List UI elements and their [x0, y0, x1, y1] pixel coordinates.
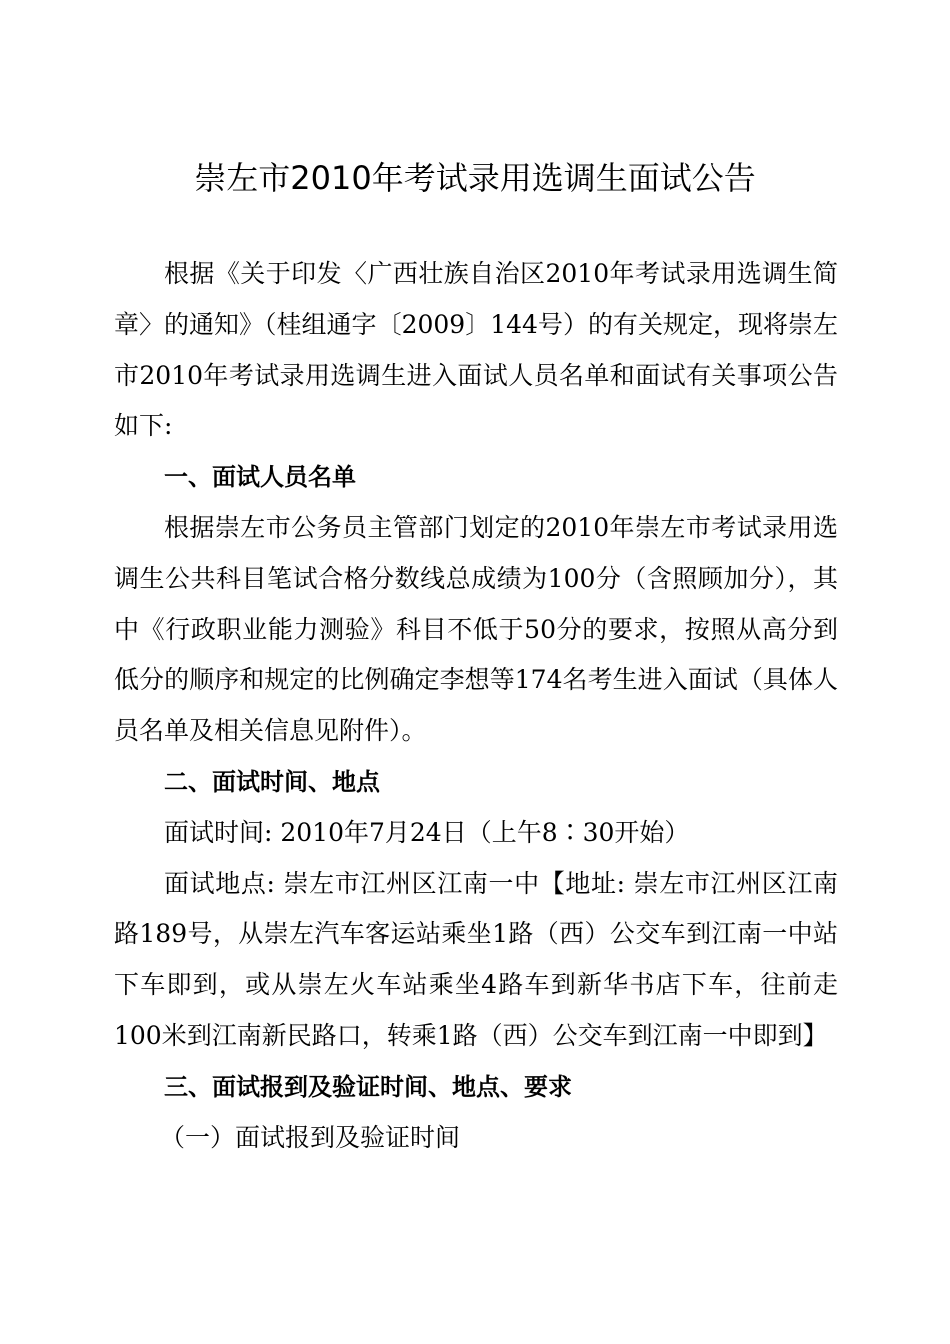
- subsection-registration-time: （一）面试报到及验证时间: [160, 1122, 461, 1152]
- interview-time: 面试时间: 2010年7月24日（上午8∶30开始）: [164, 817, 690, 847]
- section-heading-registration: 三、面试报到及验证时间、地点、要求: [164, 1072, 572, 1101]
- intro-paragraph: 根据《关于印发〈广西壮族自治区2010年考试录用选调生简章〉的通知》（桂组通字〔2009〕144号）的有关规定，现将崇左市2010年考试录用选调生进入面试人员名单和面试有关事项公告如下:: [114, 259, 838, 441]
- section-heading-candidates: 一、面试人员名单: [164, 463, 356, 492]
- document-body: [114, 249, 838, 1163]
- interview-place: 面试地点: 崇左市江州区江南一中【地址: 崇左市江州区江南路189号，从崇左汽车客运站乘坐1路（西）公交车到江南一中站下车即到，或从崇左火车站乘坐4路车到新华书店下车，往前走100米到江南新民路口，转乘1路（西）公交车到江南一中即到】: [114, 868, 838, 1050]
- section-heading-time-place: 二、面试时间、地点: [164, 767, 380, 796]
- document-title: 崇左市2010年考试录用选调生面试公告: [194, 159, 756, 197]
- candidates-paragraph: 根据崇左市公务员主管部门划定的2010年崇左市考试录用选调生公共科目笔试合格分数线总成绩为100分（含照顾加分），其中《行政职业能力测验》科目不低于50分的要求，按照从高分到低分的顺序和规定的比例确定李想等174名考生进入面试（具体人员名单及相关信息见附件）。: [114, 512, 838, 746]
